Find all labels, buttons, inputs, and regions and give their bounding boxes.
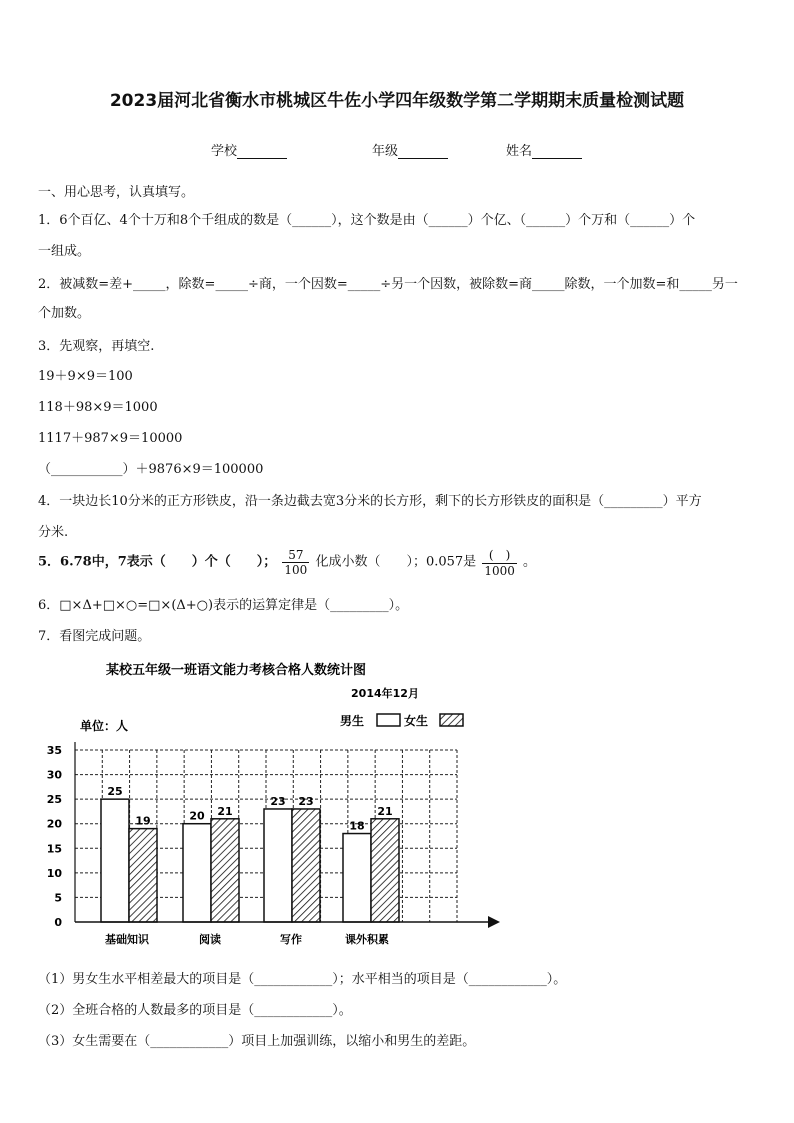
x-axis	[75, 922, 497, 946]
question-6: 6．□×Δ+□×○=□×(Δ+○)表示的运算定律是（_________）。	[38, 598, 409, 613]
bar-female	[371, 819, 399, 922]
school-blank[interactable]	[237, 144, 287, 159]
y-tick-label: 20	[46, 817, 62, 831]
question-7: 7．看图完成问题。	[38, 629, 151, 644]
question-3-eq4: （___________）＋9876×9＝100000	[38, 462, 264, 477]
bar-male	[183, 824, 211, 922]
bar-male	[264, 809, 292, 922]
data-label: 25	[107, 785, 123, 799]
question-1-line2: 一组成。	[38, 244, 91, 259]
name-field	[506, 140, 582, 159]
fraction-1-numerator: 57	[282, 548, 309, 563]
school-field	[211, 140, 287, 159]
question-5	[38, 546, 536, 578]
question-2-line2: 个加数。	[38, 306, 91, 321]
bar-male	[343, 834, 371, 922]
fraction-57-100	[282, 548, 309, 577]
question-3-eq1: 19＋9×9＝100	[38, 369, 133, 384]
sub-question-1: （1）男女生水平相差最大的项目是（____________）；水平相当的项目是（____________）。	[38, 972, 567, 987]
data-label: 19	[135, 814, 151, 828]
data-label: 21	[217, 804, 233, 818]
sub-question-3: （3）女生需要在（____________）项目上加强训练，以缩小和男生的差距。	[38, 1034, 476, 1049]
y-tick-label: 15	[46, 842, 62, 856]
y-tick-label: 35	[46, 744, 62, 757]
chart-subtitle: 2014年12月	[351, 687, 419, 700]
grade-field	[372, 140, 448, 159]
y-tick-label: 25	[46, 793, 62, 807]
question-1-line1: 1．6个百亿、4个十万和8个千组成的数是（______），这个数是由（______）个亿、（______）个万和（______）个	[38, 213, 696, 228]
y-tick-label: 5	[54, 891, 62, 905]
data-label: 23	[298, 794, 314, 808]
y-tick-label: 0	[54, 916, 62, 929]
section-heading: 一、用心思考，认真填写。	[38, 185, 195, 200]
y-tick-label: 30	[46, 768, 62, 782]
bar-female	[129, 829, 157, 922]
legend-male-swatch	[377, 714, 400, 726]
question-4-line1: 4．一块边长10分米的正方形铁皮，沿一条边截去宽3分米的长方形，剩下的长方形铁皮的面积是（_________）平方	[38, 494, 702, 509]
bar-female	[292, 809, 320, 922]
question-5-part2: 化成小数（ ）；0.057是	[315, 554, 477, 570]
x-tick-label: 基础知识	[105, 933, 149, 946]
grade-blank[interactable]	[398, 144, 448, 159]
name-label: 姓名	[506, 144, 533, 159]
question-3-intro: 3．先观察，再填空.	[38, 339, 155, 354]
data-label: 18	[349, 819, 365, 833]
fraction-1-denominator: 100	[284, 562, 308, 577]
x-tick-label: 写作	[280, 933, 302, 946]
bar-female	[211, 819, 239, 922]
y-axis	[47, 742, 75, 929]
y-tick-label: 10	[46, 866, 62, 880]
question-3-eq2: 118＋98×9＝1000	[38, 400, 158, 415]
grade-label: 年级	[372, 144, 399, 159]
question-5-part3: 。	[523, 554, 537, 570]
chart-unit-label: 单位：人	[80, 719, 129, 733]
data-label: 20	[189, 809, 205, 823]
data-label: 21	[377, 804, 393, 818]
fraction-2-numerator: ( )	[482, 546, 517, 564]
legend-female-swatch	[440, 714, 463, 726]
question-2-line1: 2．被减数=差+_____，除数=_____÷商，一个因数=_____÷另一个因数，被除数=商_____除数，一个加数=和_____另一	[38, 277, 738, 292]
legend-female-label: 女生	[404, 714, 429, 728]
school-label: 学校	[211, 144, 238, 159]
chart-title: 某校五年级一班语文能力考核合格人数统计图	[105, 663, 367, 678]
bar-male	[101, 799, 129, 922]
question-4-line2: 分米.	[38, 525, 69, 540]
sub-question-2: （2）全班合格的人数最多的项目是（____________）。	[38, 1003, 352, 1018]
page-title: 2023届河北省衡水市桃城区牛佐小学四年级数学第二学期期末质量检测试题	[109, 91, 685, 111]
name-blank[interactable]	[532, 144, 582, 159]
bar-chart	[0, 650, 794, 950]
question-3-eq3: 1117＋987×9＝10000	[38, 431, 183, 446]
fraction-2-denominator: 1000	[484, 564, 515, 578]
x-tick-label: 课外积累	[345, 933, 389, 946]
bars	[101, 785, 399, 922]
fraction-blank-1000	[482, 546, 517, 578]
x-tick-label: 阅读	[199, 933, 221, 946]
legend-male-label: 男生	[340, 714, 365, 728]
data-label: 23	[270, 794, 286, 808]
question-5-part1: 5．6.78中，7表示（ ）个（ ）；	[38, 554, 277, 570]
